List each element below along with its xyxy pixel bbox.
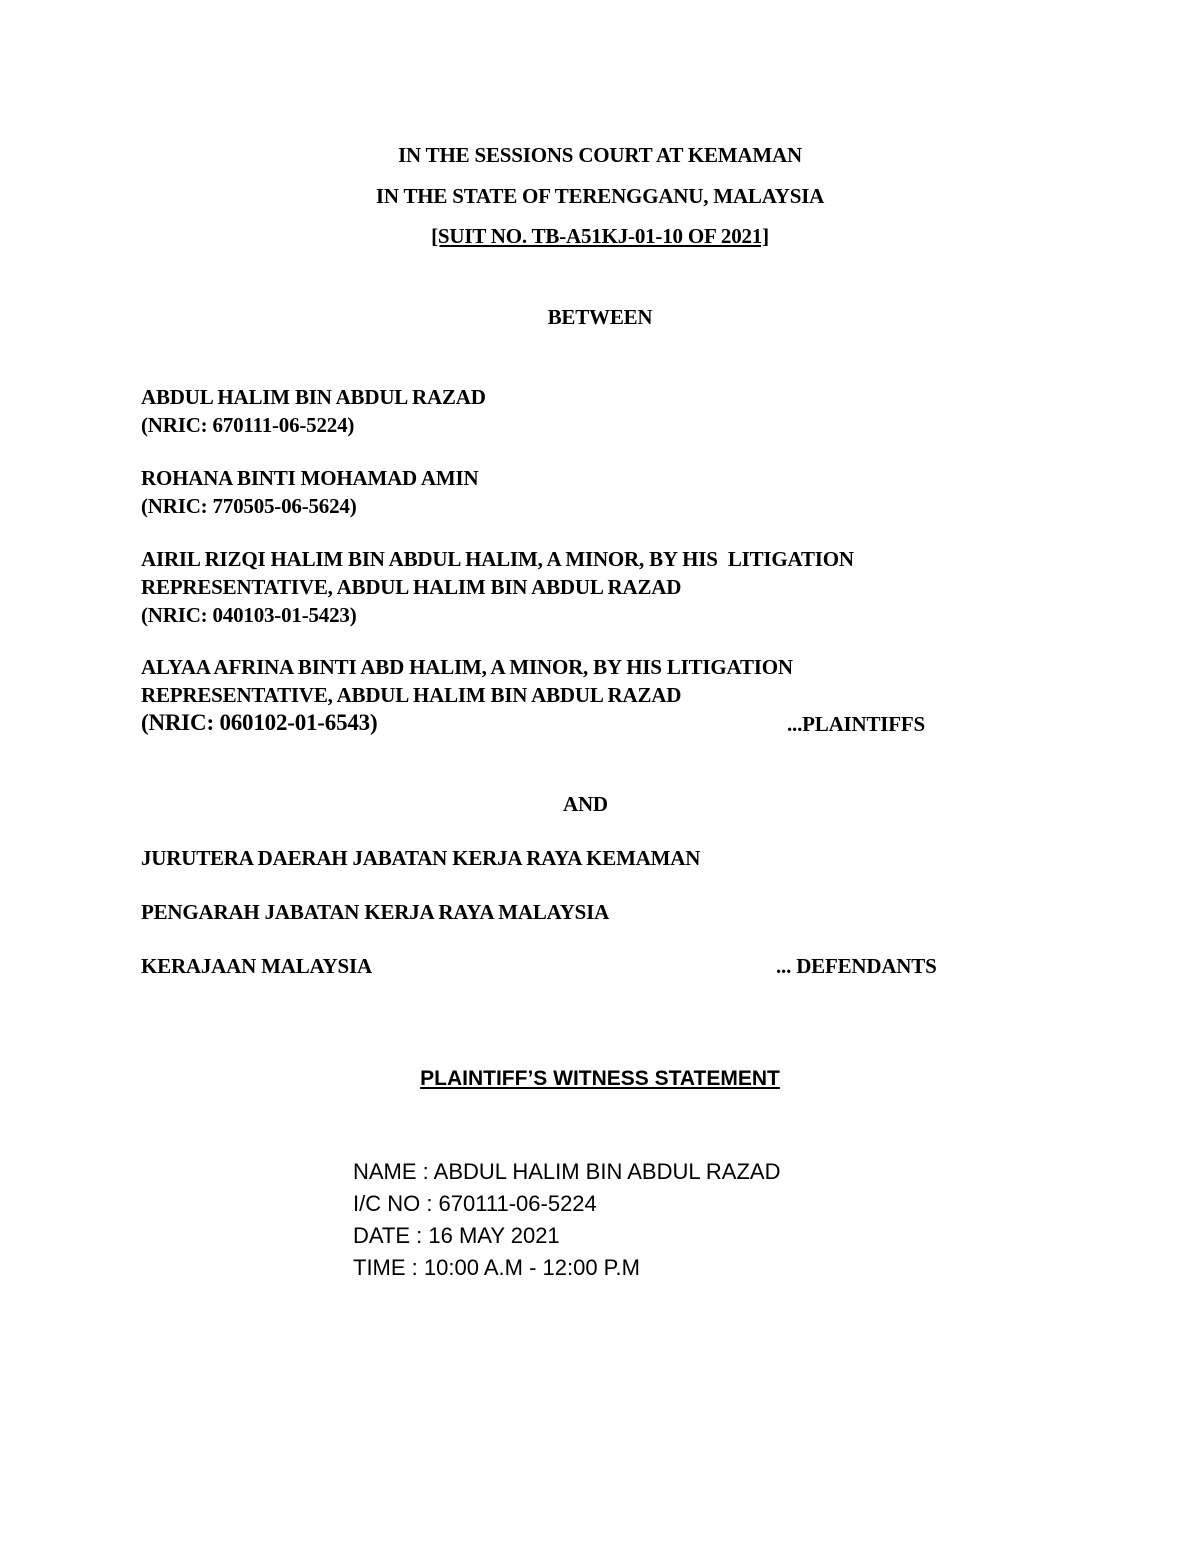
plaintiff-2-nric: (NRIC: 770505-06-5624) bbox=[141, 494, 357, 518]
plaintiff-3-nric: (NRIC: 040103-01-5423) bbox=[141, 603, 357, 627]
defendant-2: PENGARAH JABATAN KERJA RAYA MALAYSIA bbox=[141, 900, 610, 924]
plaintiff-3 bbox=[141, 545, 854, 629]
court-heading-line-2: IN THE STATE OF TERENGGANU, MALAYSIA bbox=[375, 184, 825, 208]
suit-number: [SUIT NO. TB-A51KJ-01-10 OF 2021] bbox=[431, 224, 769, 248]
defendant-1: JURUTERA DAERAH JABATAN KERJA RAYA KEMAMAN bbox=[141, 846, 701, 870]
plaintiff-3-name: AIRIL RIZQI HALIM BIN ABDUL HALIM, A MINOR, BY HIS LITIGATION bbox=[141, 547, 854, 571]
witness-details bbox=[353, 1156, 780, 1284]
witness-time: TIME : 10:00 A.M - 12:00 P.M bbox=[353, 1255, 640, 1280]
statement-title: PLAINTIFF’S WITNESS STATEMENT bbox=[420, 1067, 780, 1090]
plaintiff-1-nric: (NRIC: 670111-06-5224) bbox=[141, 413, 355, 437]
plaintiffs-label: ...PLAINTIFFS bbox=[787, 712, 926, 736]
plaintiff-2 bbox=[141, 464, 478, 520]
witness-name: NAME : ABDUL HALIM BIN ABDUL RAZAD bbox=[353, 1159, 781, 1184]
plaintiff-4 bbox=[141, 653, 793, 737]
witness-date: DATE : 16 MAY 2021 bbox=[353, 1223, 560, 1248]
and-label: AND bbox=[563, 792, 608, 816]
defendant-3: KERAJAAN MALAYSIA bbox=[141, 954, 372, 978]
plaintiff-4-name: ALYAA AFRINA BINTI ABD HALIM, A MINOR, BY HIS LITIGATION bbox=[141, 655, 793, 679]
plaintiff-4-representative: REPRESENTATIVE, ABDUL HALIM BIN ABDUL RAZAD bbox=[141, 683, 682, 707]
plaintiff-1 bbox=[141, 383, 486, 439]
plaintiff-4-nric: (NRIC: 060102-01-6543) bbox=[141, 710, 378, 735]
defendants-label: ... DEFENDANTS bbox=[776, 954, 937, 978]
plaintiff-2-name: ROHANA BINTI MOHAMAD AMIN bbox=[141, 466, 479, 490]
witness-ic: I/C NO : 670111-06-5224 bbox=[353, 1191, 597, 1216]
between-label: BETWEEN bbox=[547, 305, 653, 329]
court-heading-line-1: IN THE SESSIONS COURT AT KEMAMAN bbox=[398, 143, 802, 167]
plaintiff-1-name: ABDUL HALIM BIN ABDUL RAZAD bbox=[141, 385, 486, 409]
plaintiff-3-representative: REPRESENTATIVE, ABDUL HALIM BIN ABDUL RAZAD bbox=[141, 575, 682, 599]
